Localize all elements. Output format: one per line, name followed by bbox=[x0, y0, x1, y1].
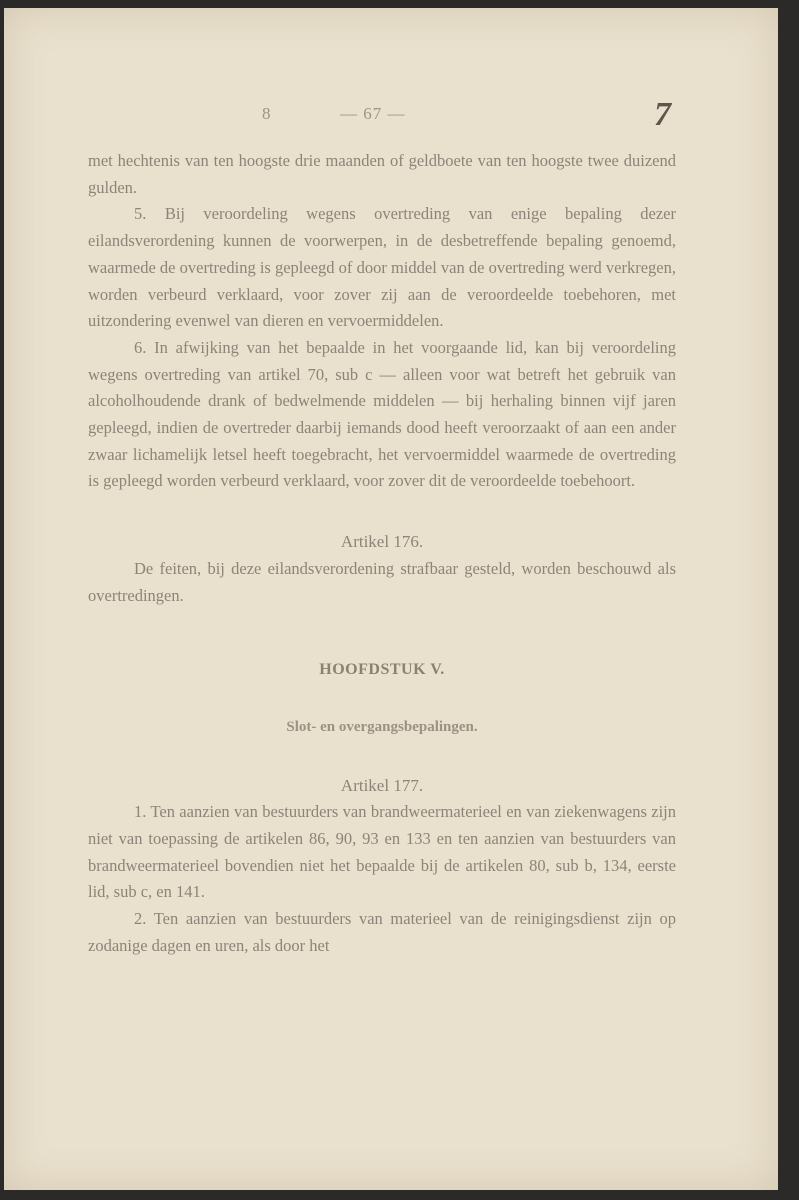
chapter-title: HOOFDSTUK V. bbox=[319, 661, 445, 679]
document-page bbox=[4, 8, 778, 1190]
article-177-paragraph-1: 1. Ten aanzien van bestuurders van brandweermaterieel en van ziekenwagens zijn niet van toepassing de artikelen 86, 90, 93 en 133 en ten aanzien van bestuurders van brandweermaterieel bovendien niet het bepaalde bij de artikelen 80, sub b, 134, eerste lid, sub c, en 141. bbox=[88, 802, 676, 902]
paragraph-6: 6. In afwijking van het bepaalde in het voorgaande lid, kan bij veroordeling wegens overtreding van artikel 70, sub c — alleen voor wat betreft het gebruik van alcoholhoudende drank of bedwelmende middelen — bij herhaling binnen vijf jaren gepleegd, indien de overtreder daarbij iemands dood heeft veroorzaakt of aan een ander zwaar lichamelijk letsel heeft toegebracht, het vervoermiddel waarmede de overtreding is gepleegd worden verbeurd verklaard, voor zover dit de veroordeelde toebehoort. bbox=[88, 337, 676, 491]
article-176-text: De feiten, bij deze eilandsverordening strafbaar gesteld, worden beschouwd als overtredingen. bbox=[88, 558, 676, 605]
article-177-title: Artikel 177. bbox=[340, 775, 424, 795]
header-right-mark: 7 bbox=[654, 96, 671, 133]
header-left-mark: 8 bbox=[262, 104, 271, 123]
article-177-paragraph-2: 2. Ten aanzien van bestuurders van materieel van de reinigingsdienst zijn op zodanige dagen en uren, als door het bbox=[88, 909, 676, 955]
page-number: — 67 — bbox=[340, 104, 406, 123]
paragraph-continuation: met hechtenis van ten hoogste drie maanden of geldboete van ten hoogste twee duizend gulden. bbox=[88, 151, 676, 197]
page-header bbox=[4, 96, 778, 140]
paragraph-5: 5. Bij veroordeling wegens overtreding van enige bepaling dezer eilandsverordening kunnen de voorwerpen, in de desbetreffende bepaling genoemd, waarmede de overtreding is gepleegd of door middel van de overtreding werd verkregen, worden verbeurd verklaard, voor zover zij aan de veroordeelde toebehoren, met uitzondering evenwel van dieren en vervoermiddelen. bbox=[88, 204, 676, 331]
article-176-title: Artikel 176. bbox=[340, 532, 424, 552]
body-text bbox=[88, 148, 676, 960]
chapter-subtitle: Slot- en overgangsbepalingen. bbox=[286, 718, 478, 735]
